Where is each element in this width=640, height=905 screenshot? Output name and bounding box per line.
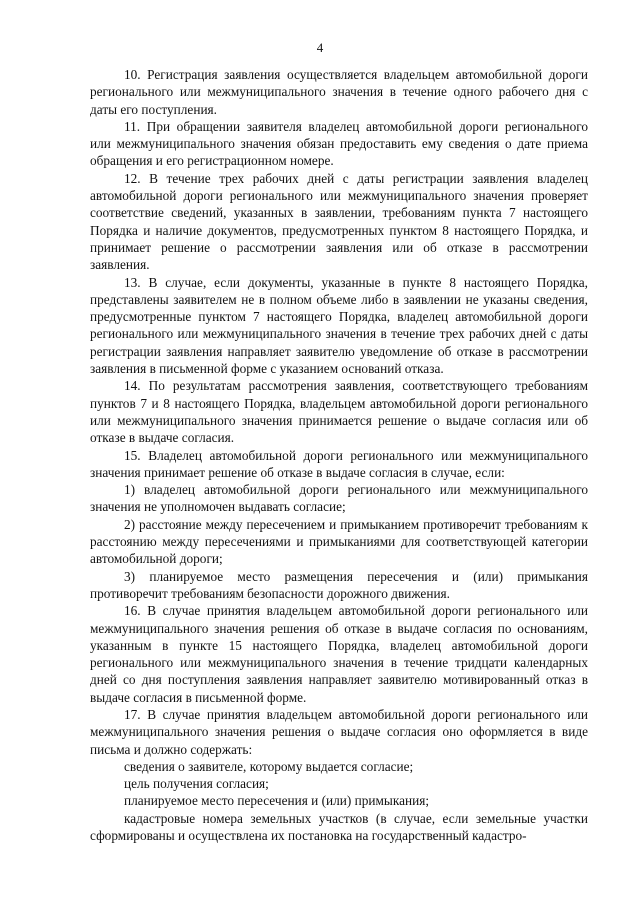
document-body [90,66,588,844]
paragraph-12: 12. В течение трех рабочих дней с даты регистрации заявления владелец автомобильной дороги регионального или межмуниципального значения проверяет соответствие сведений, указанных в заявлении, требованиям пункта 7 настоящего Порядка и наличие документов, предусмотренных пунктом 8 настоящего Порядка, и принимает решение о рассмотрении заявления или об отказе в рассмотрении заявления. [90,170,588,273]
list-item-15-3: 3) планируемое место размещения пересечения и (или) примыкания противоречит требованиям безопасности дорожного движения. [90,568,588,601]
paragraph-13: 13. В случае, если документы, указанные в пункте 8 настоящего Порядка, представлены заявителем не в полном объеме либо в заявлении не указаны сведения, предусмотренные пунктом 7 настоящего Порядка, владелец автомобильной дороги регионального или межмуниципального значения в течение трех рабочих дней с даты регистрации заявления направляет заявителю уведомление об отказе в рассмотрении заявления в письменной форме с указанием оснований отказа. [90,274,588,377]
paragraph-10: 10. Регистрация заявления осуществляется владельцем автомобильной дороги регионального или межмуниципального значения в течение одного рабочего дня с даты его поступления. [90,67,588,117]
page-number: 4 [316,40,324,55]
list-item-17-cadastral: кадастровые номера земельных участков (в случае, если земельные участки сформированы и осуществлена их постановка на государственный кадастро- [90,810,588,844]
paragraph-17: 17. В случае принятия владельцем автомобильной дороги регионального или межмуниципального значения решения о выдаче согласия оно оформляется в виде письма и должно содержать: [90,706,588,757]
list-item-17-applicant: сведения о заявителе, которому выдается согласие; [124,758,414,774]
paragraph-14: 14. По результатам рассмотрения заявления, соответствующего требованиям пунктов 7 и 8 настоящего Порядка, владельцем автомобильной дороги регионального или межмуниципального значения принимается решение о выдаче согласия или об отказе в выдаче согласия. [90,378,588,446]
list-item-15-2: 2) расстояние между пересечением и примыканием противоречит требованиям к расстоянию между пересечениями и примыканиями для соответствующей категории автомобильной дороги; [90,516,588,567]
paragraph-15: 15. Владелец автомобильной дороги регионального или межмуниципального значения принимает решение об отказе в выдаче согласия в случае, если: [90,447,588,480]
list-item-15-1: 1) владелец автомобильной дороги регионального или межмуниципального значения не уполномочен выдавать согласие; [90,482,588,515]
paragraph-16: 16. В случае принятия владельцем автомобильной дороги регионального или межмуниципального значения решения об отказе в выдаче согласия по основаниям, указанным в пункте 15 настоящего Порядка, владелец автомобильной дороги регионального или межмуниципального значения в течение тридцати календарных дней со дня поступления заявления направляет заявителю мотивированный отказ в выдаче согласия в письменной форме. [90,603,588,705]
list-item-17-purpose: цель получения согласия; [124,776,269,792]
paragraph-11: 11. При обращении заявителя владелец автомобильной дороги регионального или межмуниципального значения обязан предоставить ему сведения о дате приема обращения и его регистрационном номере. [90,118,588,169]
list-item-17-location: планируемое место пересечения и (или) примыкания; [124,793,430,809]
